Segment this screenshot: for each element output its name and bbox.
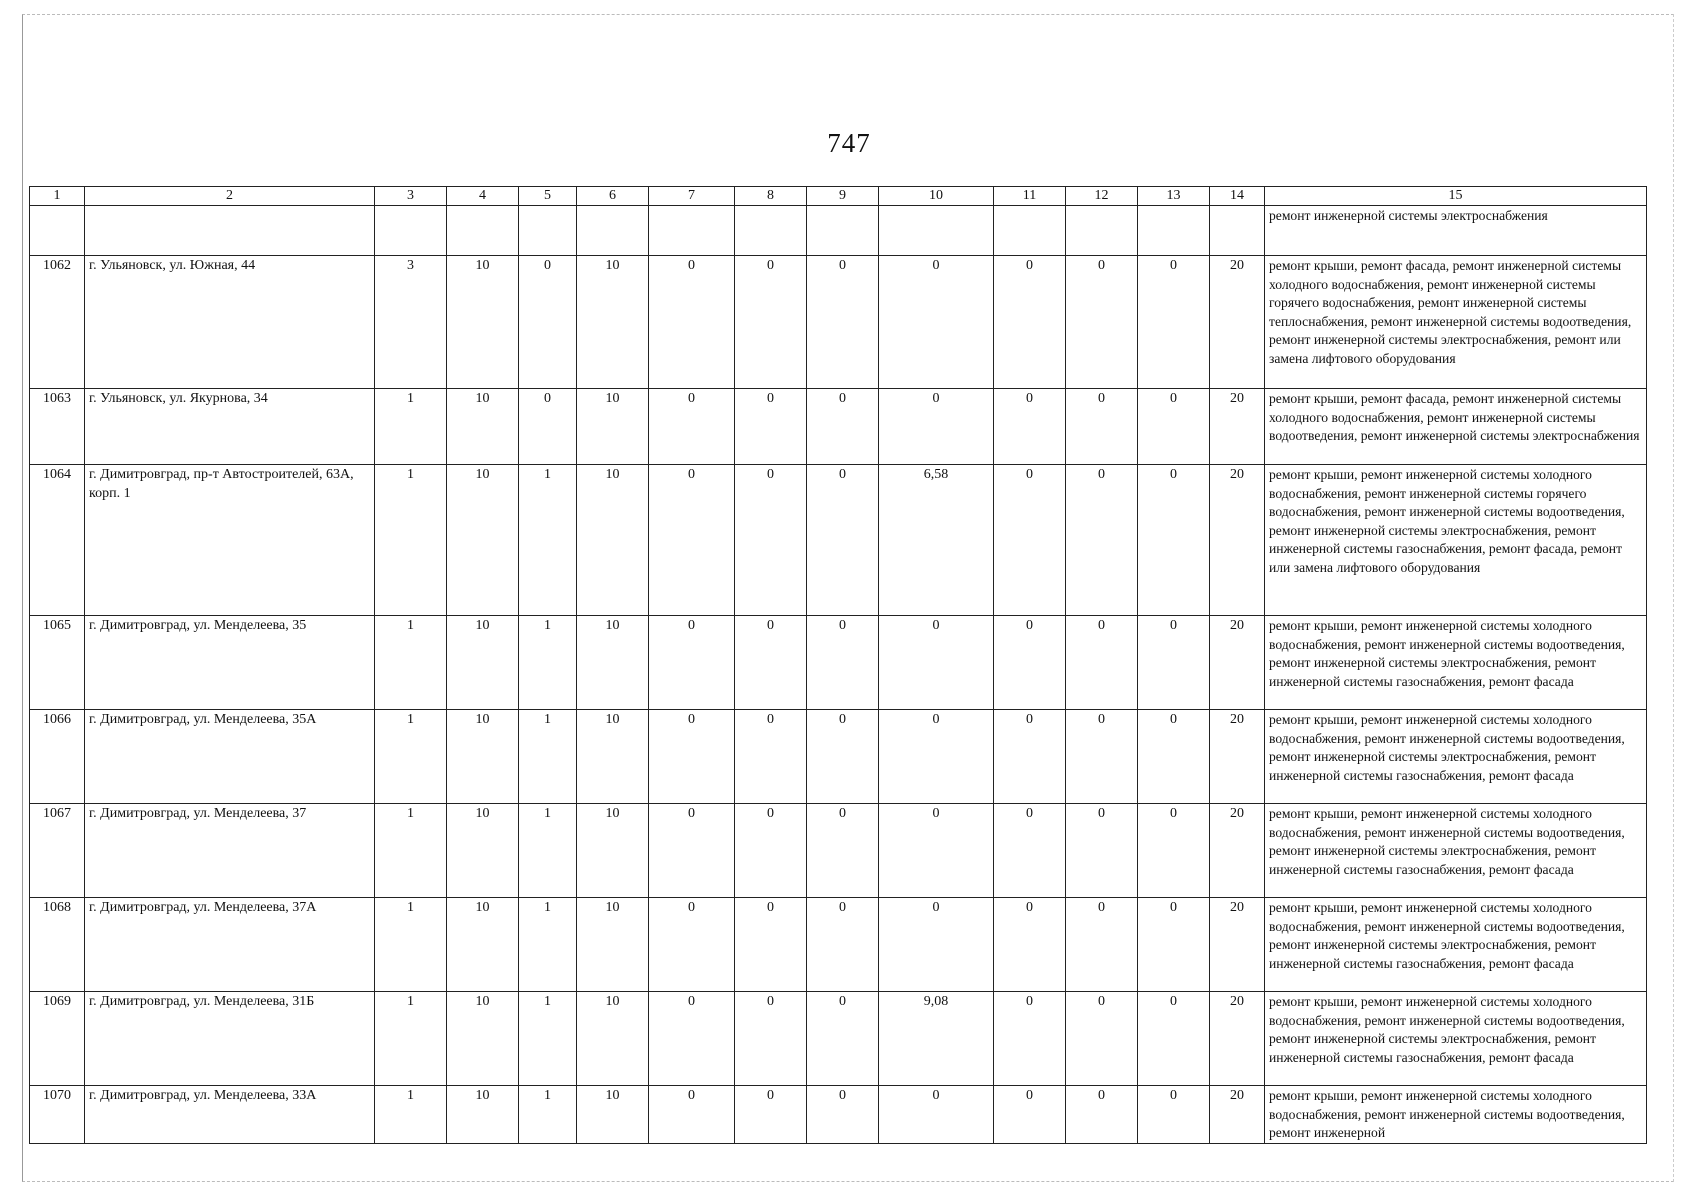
column-header: 3 (375, 187, 447, 206)
row-cell-14: 20 (1210, 992, 1265, 1086)
table-row (30, 898, 1647, 992)
row-cell-5: 1 (519, 898, 577, 992)
row-cell-9: 0 (807, 465, 879, 616)
column-number-row (30, 187, 1647, 206)
table-row (30, 256, 1647, 389)
row-cell-13 (1138, 206, 1210, 256)
table-row (30, 389, 1647, 465)
row-cell-9: 0 (807, 804, 879, 898)
row-cell-3: 3 (375, 256, 447, 389)
row-cell-13: 0 (1138, 710, 1210, 804)
row-cell-4: 10 (447, 898, 519, 992)
registry-table (29, 186, 1647, 1144)
row-cell-3: 1 (375, 1086, 447, 1144)
column-header: 4 (447, 187, 519, 206)
row-cell-13: 0 (1138, 389, 1210, 465)
row-cell-13: 0 (1138, 465, 1210, 616)
row-works: ремонт крыши, ремонт инженерной системы холодного водоснабжения, ремонт инженерной системы горячего водоснабжения, ремонт инженерной системы водоотведения, ремонт инженерной системы электроснабжения, ремонт инженерной системы газоснабжения, ремонт фасада, ремонт или замена лифтового оборудования (1265, 465, 1647, 616)
row-cell-11: 0 (994, 389, 1066, 465)
column-header: 15 (1265, 187, 1647, 206)
row-cell-6: 10 (577, 992, 649, 1086)
row-cell-6: 10 (577, 804, 649, 898)
row-cell-10: 9,08 (879, 992, 994, 1086)
row-cell-6 (577, 206, 649, 256)
row-cell-3: 1 (375, 389, 447, 465)
row-cell-5: 1 (519, 804, 577, 898)
row-cell-10: 0 (879, 256, 994, 389)
row-works: ремонт крыши, ремонт инженерной системы холодного водоснабжения, ремонт инженерной системы водоотведения, ремонт инженерной системы электроснабжения, ремонт инженерной системы газоснабжения, ремонт фасада (1265, 710, 1647, 804)
row-cell-7: 0 (649, 616, 735, 710)
row-cell-8: 0 (735, 389, 807, 465)
row-cell-6: 10 (577, 1086, 649, 1144)
row-cell-12: 0 (1066, 389, 1138, 465)
row-works: ремонт крыши, ремонт инженерной системы холодного водоснабжения, ремонт инженерной системы водоотведения, ремонт инженерной системы электроснабжения, ремонт инженерной системы газоснабжения, ремонт фасада (1265, 992, 1647, 1086)
row-cell-5 (519, 206, 577, 256)
table-row (30, 1086, 1647, 1144)
row-cell-4: 10 (447, 256, 519, 389)
row-id: 1062 (30, 256, 85, 389)
row-id: 1069 (30, 992, 85, 1086)
row-cell-4: 10 (447, 804, 519, 898)
row-cell-4: 10 (447, 389, 519, 465)
row-cell-11: 0 (994, 256, 1066, 389)
row-cell-4: 10 (447, 465, 519, 616)
row-cell-5: 1 (519, 992, 577, 1086)
row-address: г. Ульяновск, ул. Якурнова, 34 (85, 389, 375, 465)
row-cell-7: 0 (649, 256, 735, 389)
row-address: г. Димитровград, пр-т Автостроителей, 63А, корп. 1 (85, 465, 375, 616)
row-cell-14 (1210, 206, 1265, 256)
row-cell-9: 0 (807, 256, 879, 389)
row-works: ремонт крыши, ремонт инженерной системы холодного водоснабжения, ремонт инженерной системы водоотведения, ремонт инженерной (1265, 1086, 1647, 1144)
row-cell-3: 1 (375, 616, 447, 710)
row-cell-7: 0 (649, 389, 735, 465)
row-id: 1067 (30, 804, 85, 898)
row-id: 1070 (30, 1086, 85, 1144)
column-header: 12 (1066, 187, 1138, 206)
row-cell-10: 6,58 (879, 465, 994, 616)
row-cell-9: 0 (807, 389, 879, 465)
row-cell-6: 10 (577, 465, 649, 616)
row-cell-5: 1 (519, 616, 577, 710)
row-cell-13: 0 (1138, 1086, 1210, 1144)
row-works: ремонт крыши, ремонт инженерной системы холодного водоснабжения, ремонт инженерной системы водоотведения, ремонт инженерной системы электроснабжения, ремонт инженерной системы газоснабжения, ремонт фасада (1265, 616, 1647, 710)
row-cell-10: 0 (879, 1086, 994, 1144)
row-id: 1066 (30, 710, 85, 804)
row-cell-11: 0 (994, 1086, 1066, 1144)
row-cell-7: 0 (649, 804, 735, 898)
column-header: 6 (577, 187, 649, 206)
row-cell-8: 0 (735, 710, 807, 804)
row-cell-8: 0 (735, 616, 807, 710)
row-cell-14: 20 (1210, 616, 1265, 710)
row-cell-11: 0 (994, 898, 1066, 992)
row-cell-14: 20 (1210, 710, 1265, 804)
table-row (30, 206, 1647, 256)
row-cell-7: 0 (649, 710, 735, 804)
row-address: г. Димитровград, ул. Менделеева, 31Б (85, 992, 375, 1086)
table-row (30, 804, 1647, 898)
row-cell-4 (447, 206, 519, 256)
row-cell-10: 0 (879, 898, 994, 992)
row-cell-9: 0 (807, 1086, 879, 1144)
row-cell-3: 1 (375, 804, 447, 898)
row-cell-13: 0 (1138, 616, 1210, 710)
row-cell-5: 1 (519, 1086, 577, 1144)
row-cell-4: 10 (447, 992, 519, 1086)
column-header: 7 (649, 187, 735, 206)
table-row (30, 992, 1647, 1086)
row-cell-5: 0 (519, 389, 577, 465)
column-header: 5 (519, 187, 577, 206)
row-cell-10 (879, 206, 994, 256)
row-cell-8: 0 (735, 898, 807, 992)
row-cell-9: 0 (807, 992, 879, 1086)
row-cell-5: 1 (519, 465, 577, 616)
registry-body (30, 206, 1647, 1144)
row-cell-13: 0 (1138, 992, 1210, 1086)
column-header: 14 (1210, 187, 1265, 206)
column-header: 11 (994, 187, 1066, 206)
row-cell-12: 0 (1066, 256, 1138, 389)
column-header: 9 (807, 187, 879, 206)
page-number: 747 (827, 128, 871, 158)
row-id: 1063 (30, 389, 85, 465)
row-cell-13: 0 (1138, 804, 1210, 898)
row-works: ремонт крыши, ремонт фасада, ремонт инженерной системы холодного водоснабжения, ремонт инженерной системы водоотведения, ремонт инженерной системы электроснабжения (1265, 389, 1647, 465)
row-cell-9 (807, 206, 879, 256)
table-row (30, 616, 1647, 710)
row-cell-10: 0 (879, 389, 994, 465)
row-cell-5: 0 (519, 256, 577, 389)
row-cell-7: 0 (649, 1086, 735, 1144)
column-header: 2 (85, 187, 375, 206)
row-cell-14: 20 (1210, 389, 1265, 465)
row-id: 1064 (30, 465, 85, 616)
row-works: ремонт крыши, ремонт инженерной системы холодного водоснабжения, ремонт инженерной системы водоотведения, ремонт инженерной системы электроснабжения, ремонт инженерной системы газоснабжения, ремонт фасада (1265, 898, 1647, 992)
row-id (30, 206, 85, 256)
row-cell-13: 0 (1138, 256, 1210, 389)
row-cell-14: 20 (1210, 804, 1265, 898)
column-header: 10 (879, 187, 994, 206)
row-cell-8: 0 (735, 465, 807, 616)
row-cell-4: 10 (447, 710, 519, 804)
column-header: 8 (735, 187, 807, 206)
row-cell-7 (649, 206, 735, 256)
row-cell-11: 0 (994, 992, 1066, 1086)
row-cell-14: 20 (1210, 256, 1265, 389)
row-cell-6: 10 (577, 710, 649, 804)
row-cell-8: 0 (735, 992, 807, 1086)
row-address (85, 206, 375, 256)
row-works: ремонт инженерной системы электроснабжения (1265, 206, 1647, 256)
row-cell-13: 0 (1138, 898, 1210, 992)
row-cell-4: 10 (447, 1086, 519, 1144)
row-works: ремонт крыши, ремонт инженерной системы холодного водоснабжения, ремонт инженерной системы водоотведения, ремонт инженерной системы электроснабжения, ремонт инженерной системы газоснабжения, ремонт фасада (1265, 804, 1647, 898)
row-address: г. Димитровград, ул. Менделеева, 35А (85, 710, 375, 804)
row-address: г. Димитровград, ул. Менделеева, 37 (85, 804, 375, 898)
row-cell-7: 0 (649, 992, 735, 1086)
row-cell-3: 1 (375, 465, 447, 616)
row-cell-11 (994, 206, 1066, 256)
row-cell-12 (1066, 206, 1138, 256)
row-cell-3 (375, 206, 447, 256)
row-cell-14: 20 (1210, 1086, 1265, 1144)
row-cell-9: 0 (807, 710, 879, 804)
row-cell-12: 0 (1066, 465, 1138, 616)
row-cell-3: 1 (375, 710, 447, 804)
row-cell-8: 0 (735, 804, 807, 898)
table-row (30, 465, 1647, 616)
row-cell-10: 0 (879, 616, 994, 710)
row-cell-4: 10 (447, 616, 519, 710)
row-cell-12: 0 (1066, 804, 1138, 898)
table-row (30, 710, 1647, 804)
row-cell-14: 20 (1210, 465, 1265, 616)
row-cell-5: 1 (519, 710, 577, 804)
row-cell-9: 0 (807, 616, 879, 710)
row-cell-3: 1 (375, 898, 447, 992)
row-works: ремонт крыши, ремонт фасада, ремонт инженерной системы холодного водоснабжения, ремонт инженерной системы горячего водоснабжения, ремонт инженерной системы теплоснабжения, ремонт инженерной системы водоотведения, ремонт инженерной системы электроснабжения, ремонт или замена лифтового оборудования (1265, 256, 1647, 389)
row-cell-9: 0 (807, 898, 879, 992)
row-address: г. Ульяновск, ул. Южная, 44 (85, 256, 375, 389)
row-cell-12: 0 (1066, 616, 1138, 710)
row-cell-12: 0 (1066, 710, 1138, 804)
row-cell-6: 10 (577, 616, 649, 710)
row-cell-7: 0 (649, 465, 735, 616)
row-cell-6: 10 (577, 389, 649, 465)
row-address: г. Димитровград, ул. Менделеева, 33А (85, 1086, 375, 1144)
row-cell-7: 0 (649, 898, 735, 992)
row-cell-8: 0 (735, 1086, 807, 1144)
row-cell-6: 10 (577, 256, 649, 389)
column-header: 13 (1138, 187, 1210, 206)
row-cell-14: 20 (1210, 898, 1265, 992)
row-address: г. Димитровград, ул. Менделеева, 35 (85, 616, 375, 710)
row-cell-6: 10 (577, 898, 649, 992)
row-cell-8: 0 (735, 256, 807, 389)
row-cell-10: 0 (879, 710, 994, 804)
row-cell-12: 0 (1066, 992, 1138, 1086)
row-cell-11: 0 (994, 616, 1066, 710)
row-id: 1068 (30, 898, 85, 992)
row-cell-3: 1 (375, 992, 447, 1086)
column-header: 1 (30, 187, 85, 206)
row-cell-12: 0 (1066, 1086, 1138, 1144)
row-cell-12: 0 (1066, 898, 1138, 992)
row-cell-11: 0 (994, 710, 1066, 804)
row-id: 1065 (30, 616, 85, 710)
row-cell-10: 0 (879, 804, 994, 898)
row-cell-11: 0 (994, 465, 1066, 616)
row-cell-11: 0 (994, 804, 1066, 898)
row-cell-8 (735, 206, 807, 256)
row-address: г. Димитровград, ул. Менделеева, 37А (85, 898, 375, 992)
